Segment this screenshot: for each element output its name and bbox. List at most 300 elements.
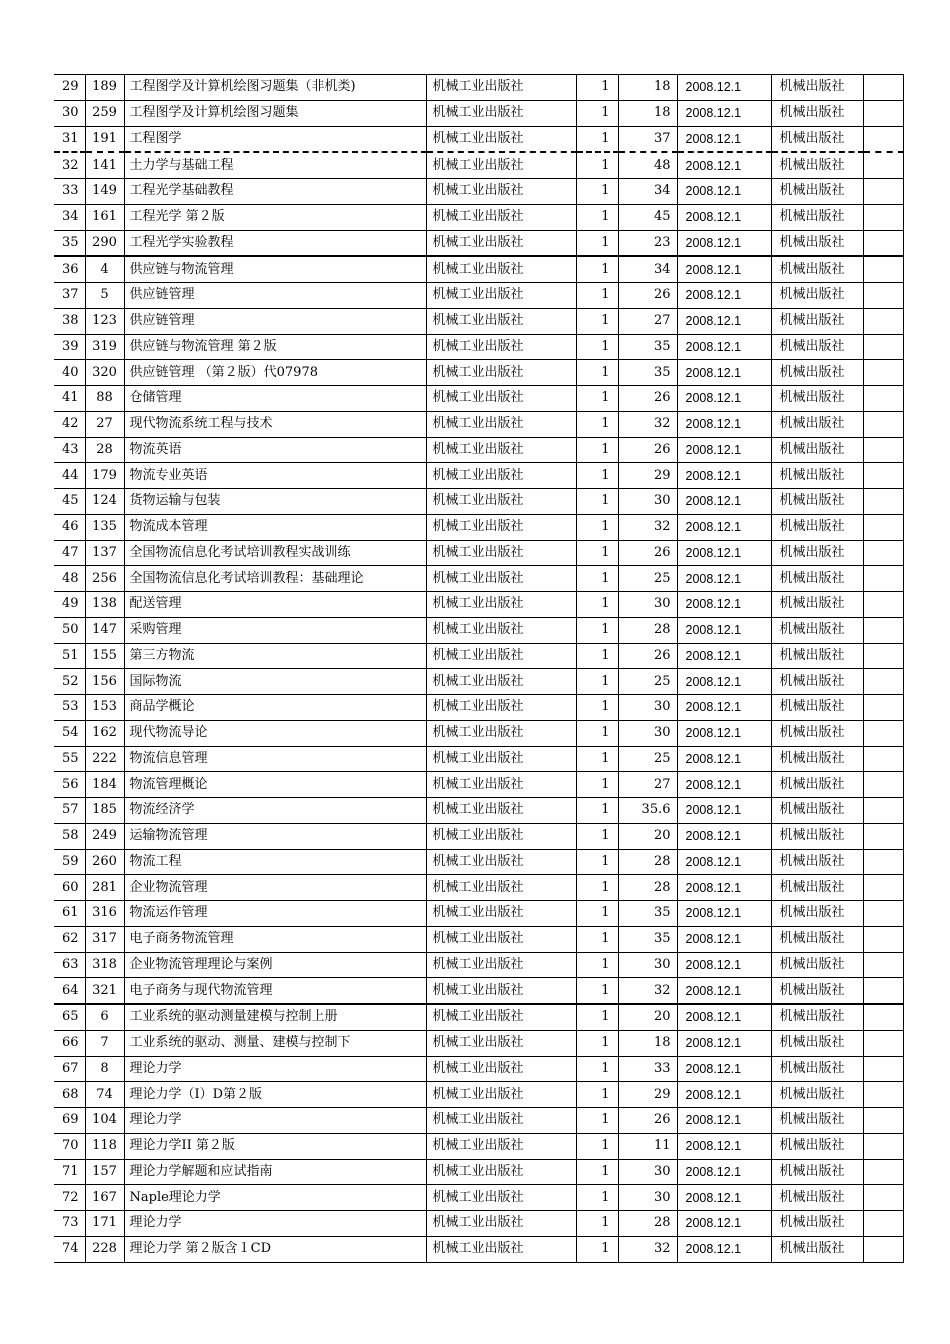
- publisher-short-cell: 机械出版社: [771, 952, 863, 978]
- date-cell: 2008.12.1: [677, 849, 771, 875]
- publisher-cell: 机械工业出版社: [426, 230, 576, 256]
- publisher-cell: 机械工业出版社: [426, 1159, 576, 1185]
- date-cell: 2008.12.1: [677, 798, 771, 824]
- date-cell: 2008.12.1: [677, 1159, 771, 1185]
- price-cell: 25: [618, 746, 677, 772]
- empty-cell: [863, 334, 903, 360]
- empty-cell: [863, 360, 903, 386]
- table-row: [54, 1082, 903, 1108]
- book-code-cell: 155: [85, 643, 124, 669]
- publisher-short-cell: 机械出版社: [771, 1082, 863, 1108]
- publisher-short-cell: 机械出版社: [771, 489, 863, 515]
- row-number-cell: 43: [54, 437, 85, 463]
- row-number-cell: 29: [54, 75, 85, 101]
- quantity-cell: 1: [576, 463, 618, 489]
- empty-cell: [863, 1211, 903, 1237]
- quantity-cell: 1: [576, 1004, 618, 1030]
- price-cell: 29: [618, 1082, 677, 1108]
- table-row: [54, 1185, 903, 1211]
- publisher-cell: 机械工业出版社: [426, 823, 576, 849]
- row-number-cell: 68: [54, 1082, 85, 1108]
- book-code-cell: 28: [85, 437, 124, 463]
- date-cell: 2008.12.1: [677, 1236, 771, 1262]
- quantity-cell: 1: [576, 617, 618, 643]
- publisher-short-cell: 机械出版社: [771, 360, 863, 386]
- table-row: [54, 411, 903, 437]
- publisher-short-cell: 机械出版社: [771, 798, 863, 824]
- price-cell: 37: [618, 126, 677, 152]
- row-number-cell: 54: [54, 720, 85, 746]
- publisher-short-cell: 机械出版社: [771, 875, 863, 901]
- book-code-cell: 156: [85, 669, 124, 695]
- book-code-cell: 171: [85, 1211, 124, 1237]
- table-row: [54, 798, 903, 824]
- publisher-cell: 机械工业出版社: [426, 308, 576, 334]
- quantity-cell: 1: [576, 669, 618, 695]
- price-cell: 28: [618, 617, 677, 643]
- book-title-cell: 物流专业英语: [124, 463, 426, 489]
- publisher-cell: 机械工业出版社: [426, 643, 576, 669]
- publisher-short-cell: 机械出版社: [771, 386, 863, 412]
- empty-cell: [863, 489, 903, 515]
- book-code-cell: 162: [85, 720, 124, 746]
- publisher-cell: 机械工业出版社: [426, 360, 576, 386]
- empty-cell: [863, 437, 903, 463]
- empty-cell: [863, 823, 903, 849]
- date-cell: 2008.12.1: [677, 1185, 771, 1211]
- table-row: [54, 978, 903, 1004]
- date-cell: 2008.12.1: [677, 643, 771, 669]
- date-cell: 2008.12.1: [677, 566, 771, 592]
- price-cell: 26: [618, 283, 677, 309]
- book-title-cell: 工业系统的驱动、测量、建模与控制下: [124, 1030, 426, 1056]
- table-row: [54, 772, 903, 798]
- row-number-cell: 49: [54, 592, 85, 618]
- quantity-cell: 1: [576, 204, 618, 230]
- price-cell: 18: [618, 100, 677, 126]
- empty-cell: [863, 308, 903, 334]
- price-cell: 30: [618, 695, 677, 721]
- empty-cell: [863, 901, 903, 927]
- date-cell: 2008.12.1: [677, 875, 771, 901]
- publisher-cell: 机械工业出版社: [426, 926, 576, 952]
- book-title-cell: 工程光学 第２版: [124, 204, 426, 230]
- empty-cell: [863, 1004, 903, 1030]
- empty-cell: [863, 1082, 903, 1108]
- row-number-cell: 65: [54, 1004, 85, 1030]
- quantity-cell: 1: [576, 152, 618, 178]
- publisher-short-cell: 机械出版社: [771, 179, 863, 205]
- publisher-short-cell: 机械出版社: [771, 849, 863, 875]
- date-cell: 2008.12.1: [677, 514, 771, 540]
- quantity-cell: 1: [576, 695, 618, 721]
- publisher-short-cell: 机械出版社: [771, 695, 863, 721]
- table-row: [54, 100, 903, 126]
- price-cell: 45: [618, 204, 677, 230]
- price-cell: 28: [618, 1211, 677, 1237]
- row-number-cell: 45: [54, 489, 85, 515]
- date-cell: 2008.12.1: [677, 126, 771, 152]
- date-cell: 2008.12.1: [677, 926, 771, 952]
- book-code-cell: 141: [85, 152, 124, 178]
- publisher-cell: 机械工业出版社: [426, 75, 576, 101]
- row-number-cell: 46: [54, 514, 85, 540]
- date-cell: 2008.12.1: [677, 100, 771, 126]
- empty-cell: [863, 75, 903, 101]
- book-title-cell: 供应链管理 （第２版）代07978: [124, 360, 426, 386]
- book-code-cell: 149: [85, 179, 124, 205]
- price-cell: 28: [618, 849, 677, 875]
- publisher-cell: 机械工业出版社: [426, 1030, 576, 1056]
- empty-cell: [863, 1056, 903, 1082]
- book-title-cell: 理论力学 第２版含１CD: [124, 1236, 426, 1262]
- table-row: [54, 566, 903, 592]
- price-cell: 34: [618, 179, 677, 205]
- publisher-cell: 机械工业出版社: [426, 1236, 576, 1262]
- book-code-cell: 256: [85, 566, 124, 592]
- price-cell: 32: [618, 514, 677, 540]
- date-cell: 2008.12.1: [677, 256, 771, 282]
- row-number-cell: 61: [54, 901, 85, 927]
- publisher-short-cell: 机械出版社: [771, 978, 863, 1004]
- quantity-cell: 1: [576, 978, 618, 1004]
- publisher-short-cell: 机械出版社: [771, 901, 863, 927]
- quantity-cell: 1: [576, 256, 618, 282]
- quantity-cell: 1: [576, 1211, 618, 1237]
- publisher-short-cell: 机械出版社: [771, 334, 863, 360]
- date-cell: 2008.12.1: [677, 386, 771, 412]
- book-code-cell: 185: [85, 798, 124, 824]
- quantity-cell: 1: [576, 514, 618, 540]
- price-cell: 26: [618, 1108, 677, 1134]
- date-cell: 2008.12.1: [677, 179, 771, 205]
- publisher-cell: 机械工业出版社: [426, 126, 576, 152]
- quantity-cell: 1: [576, 1159, 618, 1185]
- date-cell: 2008.12.1: [677, 437, 771, 463]
- book-title-cell: 电子商务物流管理: [124, 926, 426, 952]
- price-cell: 35: [618, 901, 677, 927]
- book-code-cell: 7: [85, 1030, 124, 1056]
- book-code-cell: 137: [85, 540, 124, 566]
- price-cell: 18: [618, 1030, 677, 1056]
- publisher-cell: 机械工业出版社: [426, 179, 576, 205]
- quantity-cell: 1: [576, 592, 618, 618]
- book-code-cell: 104: [85, 1108, 124, 1134]
- row-number-cell: 38: [54, 308, 85, 334]
- publisher-short-cell: 机械出版社: [771, 823, 863, 849]
- book-code-cell: 8: [85, 1056, 124, 1082]
- book-code-cell: 147: [85, 617, 124, 643]
- publisher-cell: 机械工业出版社: [426, 772, 576, 798]
- date-cell: 2008.12.1: [677, 1108, 771, 1134]
- row-number-cell: 33: [54, 179, 85, 205]
- quantity-cell: 1: [576, 1185, 618, 1211]
- table-row: [54, 386, 903, 412]
- quantity-cell: 1: [576, 643, 618, 669]
- book-code-cell: 321: [85, 978, 124, 1004]
- table-row: [54, 514, 903, 540]
- date-cell: 2008.12.1: [677, 952, 771, 978]
- book-code-cell: 74: [85, 1082, 124, 1108]
- book-title-cell: 电子商务与现代物流管理: [124, 978, 426, 1004]
- book-code-cell: 191: [85, 126, 124, 152]
- book-title-cell: 工程光学基础教程: [124, 179, 426, 205]
- publisher-cell: 机械工业出版社: [426, 1108, 576, 1134]
- book-title-cell: 现代物流系统工程与技术: [124, 411, 426, 437]
- empty-cell: [863, 514, 903, 540]
- row-number-cell: 59: [54, 849, 85, 875]
- book-code-cell: 184: [85, 772, 124, 798]
- table-row: [54, 592, 903, 618]
- row-number-cell: 39: [54, 334, 85, 360]
- price-cell: 30: [618, 720, 677, 746]
- publisher-short-cell: 机械出版社: [771, 1004, 863, 1030]
- publisher-short-cell: 机械出版社: [771, 772, 863, 798]
- book-code-cell: 222: [85, 746, 124, 772]
- empty-cell: [863, 152, 903, 178]
- empty-cell: [863, 978, 903, 1004]
- price-cell: 32: [618, 978, 677, 1004]
- publisher-cell: 机械工业出版社: [426, 463, 576, 489]
- book-title-cell: 理论力学解题和应试指南: [124, 1159, 426, 1185]
- book-title-cell: 土力学与基础工程: [124, 152, 426, 178]
- quantity-cell: 1: [576, 411, 618, 437]
- publisher-short-cell: 机械出版社: [771, 437, 863, 463]
- quantity-cell: 1: [576, 823, 618, 849]
- date-cell: 2008.12.1: [677, 978, 771, 1004]
- table-row: [54, 617, 903, 643]
- publisher-cell: 机械工业出版社: [426, 100, 576, 126]
- table-row: [54, 875, 903, 901]
- empty-cell: [863, 126, 903, 152]
- row-number-cell: 74: [54, 1236, 85, 1262]
- table-row: [54, 256, 903, 282]
- empty-cell: [863, 926, 903, 952]
- publisher-short-cell: 机械出版社: [771, 926, 863, 952]
- book-code-cell: 118: [85, 1133, 124, 1159]
- date-cell: 2008.12.1: [677, 334, 771, 360]
- publisher-short-cell: 机械出版社: [771, 230, 863, 256]
- date-cell: 2008.12.1: [677, 308, 771, 334]
- publisher-cell: 机械工业出版社: [426, 617, 576, 643]
- publisher-short-cell: 机械出版社: [771, 75, 863, 101]
- price-cell: 35: [618, 360, 677, 386]
- publisher-short-cell: 机械出版社: [771, 126, 863, 152]
- quantity-cell: 1: [576, 720, 618, 746]
- book-code-cell: 290: [85, 230, 124, 256]
- table-row: [54, 360, 903, 386]
- price-cell: 35.6: [618, 798, 677, 824]
- publisher-cell: 机械工业出版社: [426, 952, 576, 978]
- publisher-short-cell: 机械出版社: [771, 1159, 863, 1185]
- publisher-short-cell: 机械出版社: [771, 1108, 863, 1134]
- row-number-cell: 73: [54, 1211, 85, 1237]
- row-number-cell: 51: [54, 643, 85, 669]
- empty-cell: [863, 1185, 903, 1211]
- empty-cell: [863, 695, 903, 721]
- book-code-cell: 281: [85, 875, 124, 901]
- row-number-cell: 70: [54, 1133, 85, 1159]
- date-cell: 2008.12.1: [677, 540, 771, 566]
- publisher-short-cell: 机械出版社: [771, 643, 863, 669]
- book-code-cell: 88: [85, 386, 124, 412]
- publisher-cell: 机械工业出版社: [426, 152, 576, 178]
- quantity-cell: 1: [576, 334, 618, 360]
- table-row: [54, 489, 903, 515]
- publisher-cell: 机械工业出版社: [426, 901, 576, 927]
- publisher-cell: 机械工业出版社: [426, 1133, 576, 1159]
- empty-cell: [863, 952, 903, 978]
- publisher-short-cell: 机械出版社: [771, 1185, 863, 1211]
- empty-cell: [863, 798, 903, 824]
- empty-cell: [863, 617, 903, 643]
- date-cell: 2008.12.1: [677, 617, 771, 643]
- date-cell: 2008.12.1: [677, 720, 771, 746]
- book-code-cell: 6: [85, 1004, 124, 1030]
- price-cell: 23: [618, 230, 677, 256]
- date-cell: 2008.12.1: [677, 489, 771, 515]
- row-number-cell: 47: [54, 540, 85, 566]
- row-number-cell: 56: [54, 772, 85, 798]
- book-code-cell: 259: [85, 100, 124, 126]
- date-cell: 2008.12.1: [677, 463, 771, 489]
- row-number-cell: 69: [54, 1108, 85, 1134]
- table-row: [54, 1056, 903, 1082]
- publisher-short-cell: 机械出版社: [771, 463, 863, 489]
- book-code-cell: 319: [85, 334, 124, 360]
- book-title-cell: 现代物流导论: [124, 720, 426, 746]
- book-title-cell: 理论力学: [124, 1108, 426, 1134]
- book-title-cell: 工程图学及计算机绘图习题集: [124, 100, 426, 126]
- row-number-cell: 62: [54, 926, 85, 952]
- empty-cell: [863, 463, 903, 489]
- row-number-cell: 41: [54, 386, 85, 412]
- publisher-cell: 机械工业出版社: [426, 720, 576, 746]
- publisher-short-cell: 机械出版社: [771, 1211, 863, 1237]
- book-title-cell: 物流管理概论: [124, 772, 426, 798]
- publisher-cell: 机械工业出版社: [426, 386, 576, 412]
- table-row: [54, 1236, 903, 1262]
- empty-cell: [863, 256, 903, 282]
- price-cell: 26: [618, 437, 677, 463]
- book-title-cell: 配送管理: [124, 592, 426, 618]
- row-number-cell: 57: [54, 798, 85, 824]
- date-cell: 2008.12.1: [677, 1056, 771, 1082]
- publisher-short-cell: 机械出版社: [771, 1133, 863, 1159]
- row-number-cell: 55: [54, 746, 85, 772]
- publisher-short-cell: 机械出版社: [771, 592, 863, 618]
- price-cell: 25: [618, 669, 677, 695]
- table-row: [54, 901, 903, 927]
- book-code-cell: 27: [85, 411, 124, 437]
- row-number-cell: 31: [54, 126, 85, 152]
- price-cell: 48: [618, 152, 677, 178]
- book-title-cell: Naple理论力学: [124, 1185, 426, 1211]
- date-cell: 2008.12.1: [677, 75, 771, 101]
- price-cell: 27: [618, 772, 677, 798]
- book-title-cell: 工程光学实验教程: [124, 230, 426, 256]
- publisher-cell: 机械工业出版社: [426, 875, 576, 901]
- publisher-short-cell: 机械出版社: [771, 540, 863, 566]
- empty-cell: [863, 746, 903, 772]
- table-row: [54, 334, 903, 360]
- table-row: [54, 283, 903, 309]
- book-title-cell: 工业系统的驱动测量建模与控制上册: [124, 1004, 426, 1030]
- book-title-cell: 第三方物流: [124, 643, 426, 669]
- publisher-cell: 机械工业出版社: [426, 746, 576, 772]
- publisher-short-cell: 机械出版社: [771, 283, 863, 309]
- book-title-cell: 企业物流管理理论与案例: [124, 952, 426, 978]
- book-title-cell: 供应链管理: [124, 308, 426, 334]
- price-cell: 32: [618, 1236, 677, 1262]
- table-row: [54, 463, 903, 489]
- quantity-cell: 1: [576, 75, 618, 101]
- quantity-cell: 1: [576, 386, 618, 412]
- book-title-cell: 运输物流管理: [124, 823, 426, 849]
- quantity-cell: 1: [576, 798, 618, 824]
- book-code-cell: 320: [85, 360, 124, 386]
- book-title-cell: 采购管理: [124, 617, 426, 643]
- empty-cell: [863, 772, 903, 798]
- book-code-cell: 260: [85, 849, 124, 875]
- row-number-cell: 60: [54, 875, 85, 901]
- quantity-cell: 1: [576, 849, 618, 875]
- publisher-short-cell: 机械出版社: [771, 1030, 863, 1056]
- book-title-cell: 理论力学II 第２版: [124, 1133, 426, 1159]
- publisher-cell: 机械工业出版社: [426, 1056, 576, 1082]
- book-title-cell: 企业物流管理: [124, 875, 426, 901]
- table-row: [54, 152, 903, 178]
- publisher-cell: 机械工业出版社: [426, 566, 576, 592]
- publisher-short-cell: 机械出版社: [771, 1056, 863, 1082]
- publisher-short-cell: 机械出版社: [771, 1236, 863, 1262]
- row-number-cell: 40: [54, 360, 85, 386]
- quantity-cell: 1: [576, 179, 618, 205]
- book-code-cell: 161: [85, 204, 124, 230]
- quantity-cell: 1: [576, 746, 618, 772]
- book-code-cell: 316: [85, 901, 124, 927]
- price-cell: 11: [618, 1133, 677, 1159]
- book-code-cell: 249: [85, 823, 124, 849]
- table-row: [54, 823, 903, 849]
- book-code-cell: 138: [85, 592, 124, 618]
- price-cell: 26: [618, 540, 677, 566]
- date-cell: 2008.12.1: [677, 283, 771, 309]
- publisher-short-cell: 机械出版社: [771, 308, 863, 334]
- empty-cell: [863, 875, 903, 901]
- table-row: [54, 695, 903, 721]
- book-code-cell: 157: [85, 1159, 124, 1185]
- book-title-cell: 物流信息管理: [124, 746, 426, 772]
- book-title-cell: 理论力学: [124, 1211, 426, 1237]
- empty-cell: [863, 1108, 903, 1134]
- book-title-cell: 工程图学及计算机绘图习题集（非机类): [124, 75, 426, 101]
- quantity-cell: 1: [576, 952, 618, 978]
- price-cell: 35: [618, 926, 677, 952]
- empty-cell: [863, 566, 903, 592]
- price-cell: 18: [618, 75, 677, 101]
- date-cell: 2008.12.1: [677, 230, 771, 256]
- book-code-cell: 179: [85, 463, 124, 489]
- table-row: [54, 643, 903, 669]
- publisher-cell: 机械工业出版社: [426, 1211, 576, 1237]
- date-cell: 2008.12.1: [677, 695, 771, 721]
- publisher-short-cell: 机械出版社: [771, 204, 863, 230]
- publisher-short-cell: 机械出版社: [771, 617, 863, 643]
- date-cell: 2008.12.1: [677, 152, 771, 178]
- quantity-cell: 1: [576, 1082, 618, 1108]
- price-cell: 35: [618, 334, 677, 360]
